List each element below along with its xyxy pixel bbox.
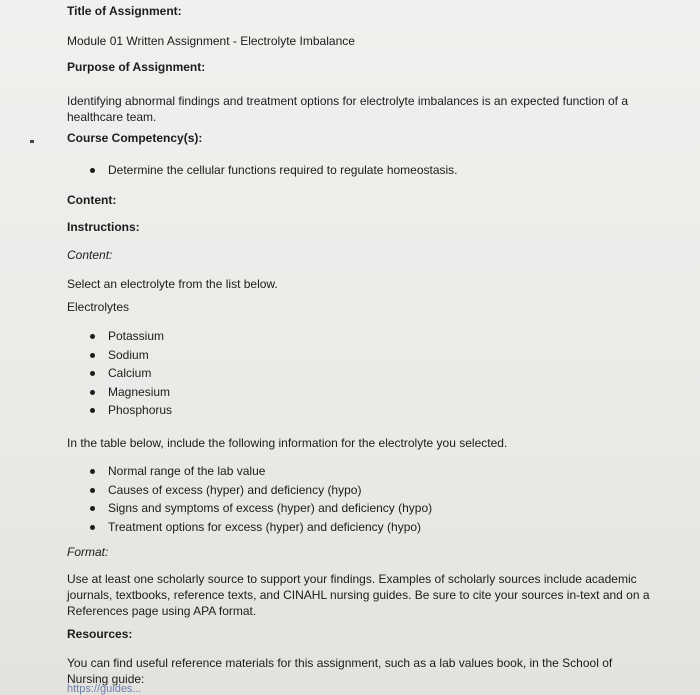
content-label: Content: [67, 193, 117, 207]
electrolyte-item: Magnesium [86, 383, 172, 402]
resources-label: Resources: [67, 627, 133, 641]
requirement-item: Causes of excess (hyper) and deficiency (hypo) [86, 481, 432, 500]
requirement-item: Normal range of the lab value [86, 462, 432, 481]
competency-list [86, 161, 458, 180]
electrolyte-list [86, 327, 172, 420]
select-instruction: Select an electrolyte from the list below. [67, 277, 278, 291]
competency-label: Course Competency(s): [67, 131, 203, 145]
table-requirements-list [86, 462, 432, 536]
electrolyte-item: Potassium [86, 327, 172, 346]
requirement-item: Treatment options for excess (hyper) and deficiency (hypo) [86, 518, 432, 537]
electrolytes-heading: Electrolytes [67, 300, 130, 314]
format-label: Format: [67, 545, 109, 559]
format-text: Use at least one scholarly source to support your findings. Examples of scholarly sources include academic journals, textbooks, reference texts, and CINAHL nursing guides. Be sure to cite your sources in-text and on a References page using APA format. [67, 572, 650, 618]
title-label: Title of Assignment: [67, 4, 182, 18]
resources-text: You can find useful reference materials for this assignment, such as a lab values book, in the School of Nursing guide: [67, 656, 613, 686]
electrolyte-item: Phosphorus [86, 401, 172, 420]
title-value: Module 01 Written Assignment - Electrolyte Imbalance [67, 34, 355, 48]
content-italic-label: Content: [67, 248, 113, 262]
electrolyte-item: Sodium [86, 346, 172, 365]
instructions-label: Instructions: [67, 220, 140, 234]
table-intro: In the table below, include the following information for the electrolyte you selected. [67, 436, 508, 450]
requirement-item: Signs and symptoms of excess (hyper) and deficiency (hypo) [86, 499, 432, 518]
margin-mark [30, 140, 34, 143]
purpose-text: Identifying abnormal findings and treatment options for electrolyte imbalances is an expected function of a healthcare team. [67, 94, 628, 124]
guide-link[interactable]: https://guides... [67, 683, 142, 695]
competency-item: Determine the cellular functions required to regulate homeostasis. [86, 161, 458, 180]
purpose-label: Purpose of Assignment: [67, 60, 206, 74]
electrolyte-item: Calcium [86, 364, 172, 383]
